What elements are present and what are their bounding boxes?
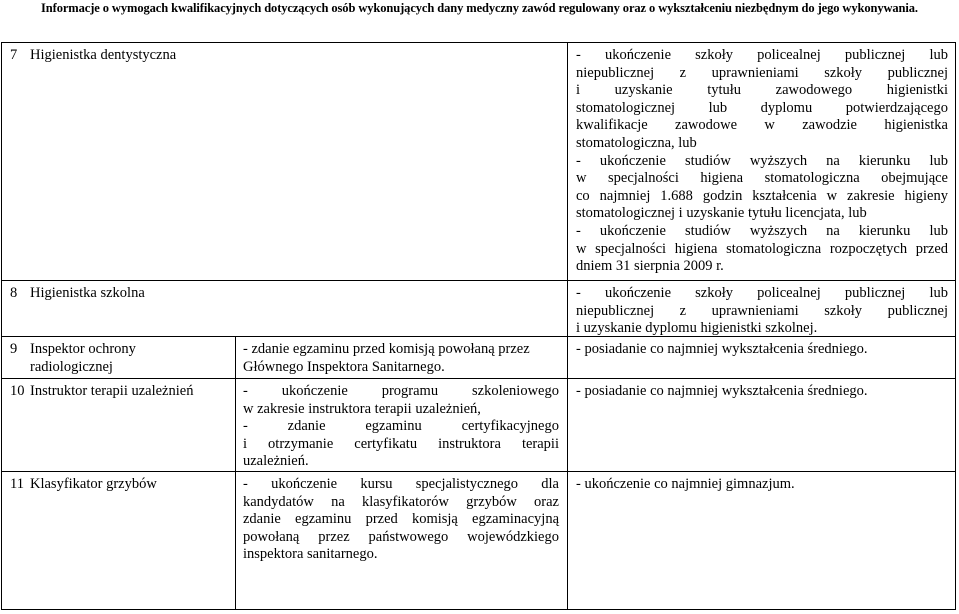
requirement-line: kandydatów na klasyfikatorów grzybów oraz: [243, 493, 559, 510]
table-row: [2, 43, 955, 281]
requirement-line: - ukończenie co najmniej gimnazjum.: [576, 476, 795, 492]
requirement-line: powołaną przez państwowego wojewódzkiego: [243, 528, 559, 545]
requirement-line: stomatologicznej i uzyskanie tytułu licencjata, lub: [576, 205, 867, 222]
requirement-line: w specjalności higiena stomatologiczna rozpoczętych przed: [576, 240, 948, 257]
column-divider: [567, 472, 568, 609]
profession-name: Higienistka szkolna: [30, 285, 145, 301]
requirements-exam: [243, 337, 561, 378]
profession-name: Klasyfikator grzybów: [30, 476, 157, 492]
row-number: 11: [10, 476, 24, 492]
row-number: 8: [10, 285, 18, 301]
requirement-line: w specjalności higiena stomatologiczna obejmujące: [576, 170, 948, 187]
requirement-line: - ukończenie studiów wyższych na kierunku lub: [576, 222, 948, 239]
requirement-line: Głównego Inspektora Sanitarnego.: [243, 358, 445, 375]
requirement-line: uzależnień.: [243, 453, 309, 470]
requirement-line: - zdanie egzaminu przed komisją powołaną przez: [243, 341, 530, 357]
column-divider: [567, 379, 568, 471]
requirement-line: zdanie egzaminu przed komisją egzaminacyjną: [243, 511, 559, 528]
requirement-line: kwalifikacje zawodowe w zawodzie higienistka: [576, 117, 948, 134]
requirements-exam: [243, 379, 559, 471]
row-number: 10: [10, 383, 25, 399]
requirement-line: niepublicznej z uprawnieniami szkoły publicznej: [576, 302, 948, 319]
table-row: [2, 379, 955, 472]
requirement-line: w zakresie instruktora terapii uzależnień,: [243, 400, 481, 417]
requirement-line: niepublicznej z uprawnieniami szkoły publicznej: [576, 64, 948, 81]
requirement-line: dniem 31 sierpnia 2009 r.: [576, 258, 724, 275]
page-header: Informacje o wymogach kwalifikacyjnych dotyczących osób wykonujących dany medyczny zawód regulowany oraz o wykształceniu niezbędnym do jego wykonywania.: [41, 1, 918, 15]
column-divider: [567, 281, 568, 336]
requirement-line: i uzyskanie tytułu zawodowego higienistki: [576, 82, 948, 99]
requirement-line: i otrzymanie certyfikatu instruktora terapii: [243, 435, 559, 452]
requirement-line: i uzyskanie dyplomu higienistki szkolnej.: [576, 320, 818, 337]
profession-name: Higienistka dentystyczna: [30, 47, 177, 63]
column-divider: [235, 472, 236, 609]
requirement-line: - ukończenie studiów wyższych na kierunku lub: [576, 152, 948, 169]
table-row: [2, 281, 955, 337]
qualifications-table: [1, 42, 956, 610]
requirement-line: - ukończenie szkoły policealnej publicznej lub: [576, 285, 948, 301]
requirements-education: [576, 43, 948, 280]
requirement-line: co najmniej 1.688 godzin kształcenia w zakresie higieny: [576, 187, 948, 204]
profession-name-line: radiologicznej: [30, 358, 113, 375]
column-divider: [567, 43, 568, 280]
requirement-line: - ukończenie szkoły policealnej publicznej lub: [576, 47, 948, 63]
requirement-line: - ukończenie programu szkoleniowego: [243, 383, 559, 399]
requirements-education: [576, 472, 948, 609]
profession-name: [30, 337, 230, 378]
profession-name-line: Inspektor ochrony: [30, 341, 136, 357]
column-divider: [235, 379, 236, 471]
requirement-line: stomatologicznej lub dyplomu potwierdzającego: [576, 99, 948, 116]
requirement-line: - ukończenie kursu specjalistycznego dla: [243, 476, 559, 492]
requirement-line: inspektora sanitarnego.: [243, 546, 378, 563]
requirements-education: [576, 281, 948, 336]
requirement-line: stomatologiczna, lub: [576, 134, 697, 151]
requirements-exam: [243, 472, 559, 609]
row-number: 7: [10, 47, 18, 63]
table-row: [2, 337, 955, 379]
profession-name: Instruktor terapii uzależnień: [30, 383, 194, 399]
column-divider: [567, 337, 568, 378]
requirement-line: - zdanie egzaminu certyfikacyjnego: [243, 418, 559, 435]
column-divider: [235, 337, 236, 378]
requirements-education: [576, 337, 948, 378]
table-row: [2, 472, 955, 609]
row-number: 9: [10, 341, 18, 357]
requirement-line: - posiadanie co najmniej wykształcenia średniego.: [576, 383, 868, 399]
requirements-education: [576, 379, 948, 471]
requirement-line: - posiadanie co najmniej wykształcenia średniego.: [576, 341, 868, 357]
